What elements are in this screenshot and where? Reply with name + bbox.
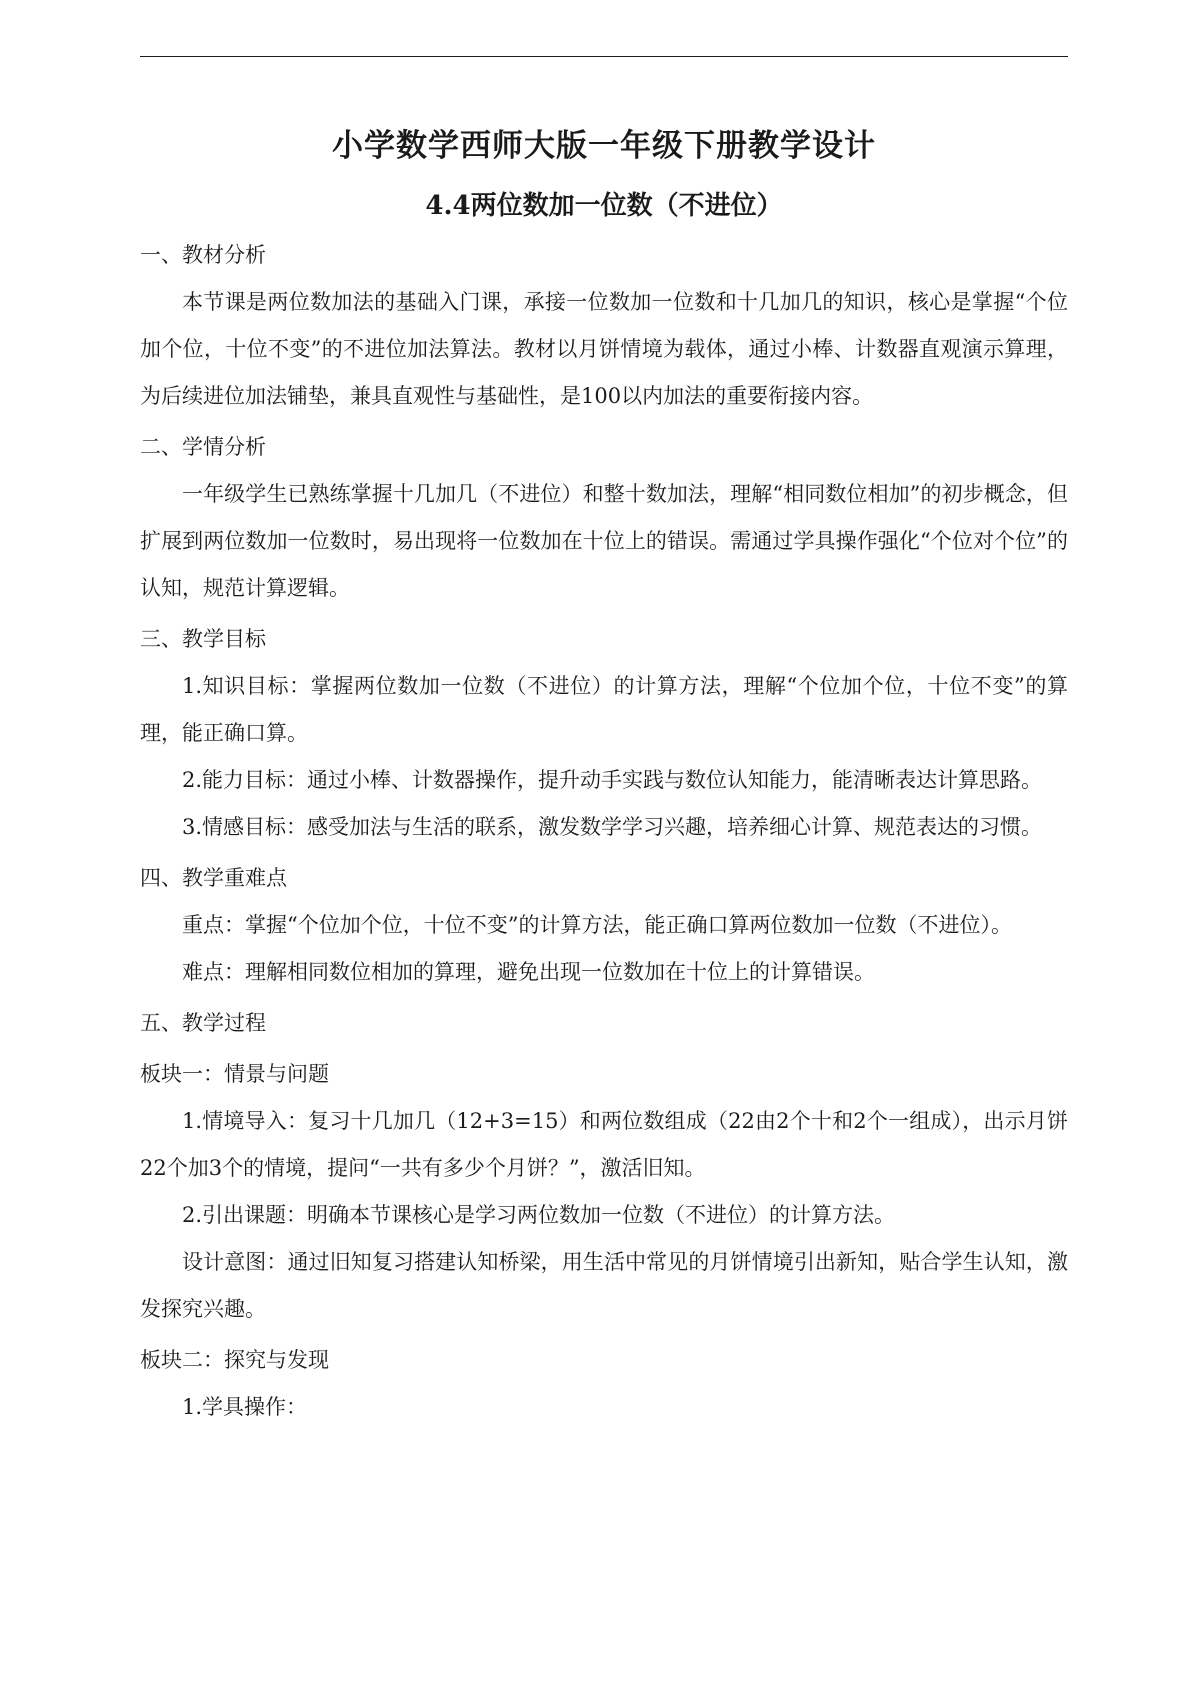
document-subtitle: 4.4两位数加一位数（不进位）	[425, 191, 783, 221]
section-heading-key-difficult-points: 四、教学重难点	[140, 866, 287, 890]
section-heading-teaching-goals: 三、教学目标	[140, 627, 266, 651]
section-heading-teaching-process: 五、教学过程	[140, 1011, 266, 1035]
paragraph-difficult-point: 难点：理解相同数位相加的算理，避免出现一位数加在十位上的计算错误。	[182, 960, 875, 984]
section-heading-student-analysis: 二、学情分析	[140, 435, 266, 459]
paragraph-emotion-goal: 3.情感目标：感受加法与生活的联系，激发数学学习兴趣，培养细心计算、规范表达的习惯。	[182, 815, 1043, 839]
block-heading-explore-discover: 板块二：探究与发现	[140, 1348, 329, 1372]
document-body	[140, 120, 1068, 1431]
section-heading-textbook-analysis: 一、教材分析	[140, 243, 266, 267]
paragraph-student-analysis: 一年级学生已熟练掌握十几加几（不进位）和整十数加法，理解“相同数位相加”的初步概念，但扩展到两位数加一位数时，易出现将一位数加在十位上的错误。需通过学具操作强化“个位对个位”的认知，规范计算逻辑。	[140, 482, 1068, 600]
block-heading-situation-question: 板块一：情景与问题	[140, 1062, 329, 1086]
paragraph-design-intent: 设计意图：通过旧知复习搭建认知桥梁，用生活中常见的月饼情境引出新知，贴合学生认知，激发探究兴趣。	[140, 1250, 1068, 1321]
document-page	[140, 0, 1068, 1696]
paragraph-key-point: 重点：掌握“个位加个位，十位不变”的计算方法，能正确口算两位数加一位数（不进位）。	[182, 913, 1012, 937]
paragraph-manipulatives: 1.学具操作：	[182, 1395, 308, 1419]
paragraph-lesson-topic: 2.引出课题：明确本节课核心是学习两位数加一位数（不进位）的计算方法。	[182, 1203, 896, 1227]
header-rule	[140, 56, 1068, 57]
paragraph-textbook-analysis: 本节课是两位数加法的基础入门课，承接一位数加一位数和十几加几的知识，核心是掌握“个位加个位，十位不变”的不进位加法算法。教材以月饼情境为载体，通过小棒、计数器直观演示算理，为后续进位加法铺垫，兼具直观性与基础性，是100以内加法的重要衔接内容。	[140, 290, 1068, 408]
paragraph-situation-intro: 1.情境导入：复习十几加几（12+3=15）和两位数组成（22由2个十和2个一组成），出示月饼22个加3个的情境，提问“一共有多少个月饼？”，激活旧知。	[140, 1109, 1068, 1180]
paragraph-knowledge-goal: 1.知识目标：掌握两位数加一位数（不进位）的计算方法，理解“个位加个位，十位不变”的算理，能正确口算。	[140, 674, 1068, 745]
document-title: 小学数学西师大版一年级下册教学设计	[332, 128, 876, 164]
paragraph-ability-goal: 2.能力目标：通过小棒、计数器操作，提升动手实践与数位认知能力，能清晰表达计算思路。	[182, 768, 1043, 792]
